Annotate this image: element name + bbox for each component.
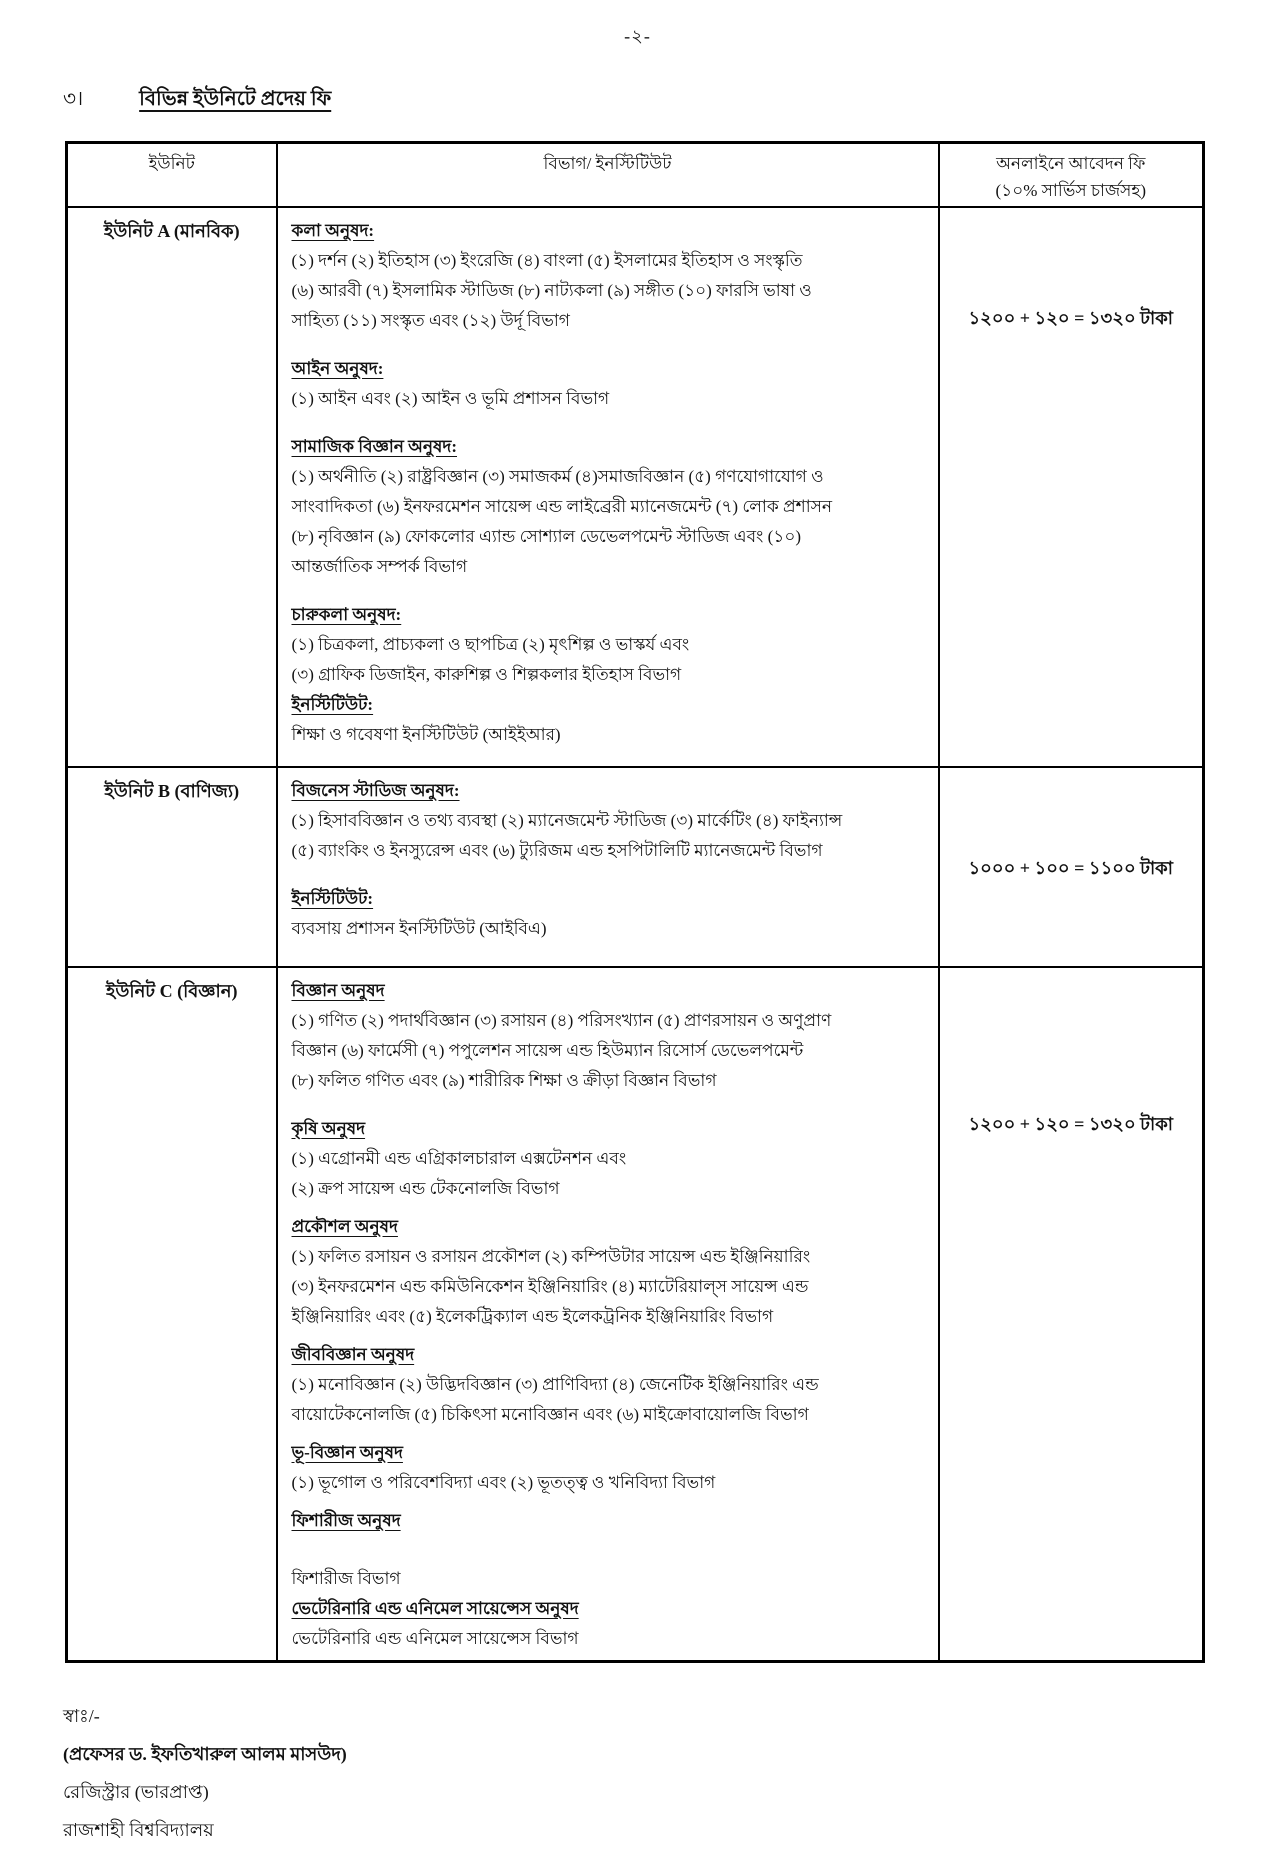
faculty-heading: বিজ্ঞান অনুষদ	[291, 980, 385, 1000]
section-heading	[63, 84, 1212, 117]
faculty-section-geoscience	[292, 1438, 924, 1498]
signatory-name: (প্রফেসর ড. ইফতিখারুল আলম মাসউদ)	[63, 1744, 347, 1764]
institute-heading: ইনস্টিটিউট:	[291, 888, 374, 908]
unit-b-label: ইউনিট B (বাণিজ্য)	[67, 767, 277, 967]
section-number: ৩।	[63, 88, 84, 110]
department-line: (৩) ইনফরমেশন এন্ড কমিউনিকেশন ইঞ্জিনিয়ারিং (৪) ম্যাটেরিয়াল্স সায়েন্স এন্ড	[291, 1276, 809, 1296]
unit-c-fee: ১২০০ + ১২০ = ১৩২০ টাকা	[939, 967, 1204, 1662]
department-line: (১) গণিত (২) পদার্থবিজ্ঞান (৩) রসায়ন (৪) পরিসংখ্যান (৫) প্রাণরসায়ন ও অণুপ্রাণ	[291, 1010, 832, 1030]
faculty-heading: ভূ-বিজ্ঞান অনুষদ	[291, 1442, 403, 1462]
department-line: (৮) ফলিত গণিত এবং (৯) শারীরিক শিক্ষা ও ক্রীড়া বিজ্ঞান বিভাগ	[291, 1070, 717, 1090]
department-line: বিজ্ঞান (৬) ফার্মেসী (৭) পপুলেশন সায়েন্স এন্ড হিউম্যান রিসোর্স ডেভেলপমেন্ট	[291, 1040, 804, 1060]
faculty-heading: বিজনেস স্টাডিজ অনুষদ:	[291, 780, 460, 800]
table-row-unit-a	[67, 207, 1204, 767]
header-fee-line1: অনলাইনে আবেদন ফি	[996, 154, 1146, 173]
unit-b-departments	[277, 767, 939, 967]
table-row-unit-b	[67, 767, 1204, 967]
institute-line: শিক্ষা ও গবেষণা ইনস্টিটিউট (আইইআর)	[291, 724, 561, 744]
department-line: (১) এগ্রোনমী এন্ড এগ্রিকালচারাল এক্সটেনশন এবং	[291, 1148, 627, 1168]
institute-heading: ইনস্টিটিউট:	[291, 694, 374, 714]
department-line: বায়োটেকনোলজি (৫) চিকিৎসা মনোবিজ্ঞান এবং (৬) মাইক্রোবায়োলজি বিভাগ	[291, 1404, 809, 1424]
header-dept: বিভাগ/ ইনস্টিটিউট	[277, 143, 939, 207]
faculty-section-business-studies	[292, 776, 924, 866]
faculty-heading: ভেটেরিনারি এন্ড এনিমেল সায়েন্সেস অনুষদ	[291, 1598, 579, 1618]
department-line: (৩) গ্রাফিক ডিজাইন, কারুশিল্প ও শিল্পকলার ইতিহাস বিভাগ	[291, 664, 682, 684]
faculty-section-law	[292, 354, 924, 414]
faculty-section-agriculture	[292, 1114, 924, 1204]
unit-b-fee: ১০০০ + ১০০ = ১১০০ টাকা	[939, 767, 1204, 967]
faculty-section-fisheries	[292, 1506, 924, 1594]
faculty-heading: আইন অনুষদ:	[291, 358, 384, 378]
faculty-section-engineering	[292, 1212, 924, 1332]
department-line: (১) ফলিত রসায়ন ও রসায়ন প্রকৌশল (২) কম্পিউটার সায়েন্স এন্ড ইঞ্জিনিয়ারিং	[291, 1246, 811, 1266]
faculty-heading: চারুকলা অনুষদ:	[291, 604, 402, 624]
signature-mark: স্বাঃ/-	[63, 1706, 100, 1726]
unit-a-fee: ১২০০ + ১২০ = ১৩২০ টাকা	[939, 207, 1204, 767]
faculty-heading: প্রকৌশল অনুষদ	[291, 1216, 398, 1236]
faculty-section-biology	[292, 1340, 924, 1430]
department-line: (১) মনোবিজ্ঞান (২) উদ্ভিদবিজ্ঞান (৩) প্রাণিবিদ্যা (৪) জেনেটিক ইঞ্জিনিয়ারিং এন্ড	[291, 1374, 819, 1394]
unit-c-departments	[277, 967, 939, 1662]
department-line: ইঞ্জিনিয়ারিং এবং (৫) ইলেকট্রিক্যাল এন্ড ইলেকট্রনিক ইঞ্জিনিয়ারিং বিভাগ	[291, 1306, 774, 1326]
department-line: সাহিত্য (১১) সংস্কৃত এবং (১২) উর্দূ বিভাগ	[291, 310, 570, 330]
unit-a-label: ইউনিট A (মানবিক)	[67, 207, 277, 767]
faculty-section-arts	[292, 216, 924, 336]
department-line: (১) আইন এবং (২) আইন ও ভূমি প্রশাসন বিভাগ	[291, 388, 610, 408]
institute-section	[292, 884, 924, 944]
department-line: সাংবাদিকতা (৬) ইনফরমেশন সায়েন্স এন্ড লাইব্রেরী ম্যানেজমেন্ট (৭) লোক প্রশাসন	[291, 496, 833, 516]
faculty-section-science	[292, 976, 924, 1096]
faculty-heading: কৃষি অনুষদ	[291, 1118, 366, 1138]
header-fee-line2: (১০% সার্ভিস চার্জসহ)	[995, 181, 1146, 200]
department-line: (১) অর্থনীতি (২) রাষ্ট্রবিজ্ঞান (৩) সমাজকর্ম (৪)সমাজবিজ্ঞান (৫) গণযোগাযোগ ও	[291, 466, 824, 486]
signatory-organization: রাজশাহী বিশ্ববিদ্যালয়	[63, 1820, 214, 1840]
faculty-heading: জীববিজ্ঞান অনুষদ	[291, 1344, 415, 1364]
unit-c-label: ইউনিট C (বিজ্ঞান)	[67, 967, 277, 1662]
faculty-heading: সামাজিক বিজ্ঞান অনুষদ:	[291, 436, 458, 456]
table-header-row	[67, 143, 1204, 207]
faculty-section-social-science	[292, 432, 924, 582]
department-line: (২) ক্রপ সায়েন্স এন্ড টেকনোলজি বিভাগ	[291, 1178, 560, 1198]
page-number: -২-	[624, 26, 651, 46]
department-line: (৬) আরবী (৭) ইসলামিক স্টাডিজ (৮) নাট্যকলা (৯) সঙ্গীত (১০) ফারসি ভাষা ও	[291, 280, 812, 300]
department-line: (১) ভূগোল ও পরিবেশবিদ্যা এবং (২) ভূতত্ত্ব ও খনিবিদ্যা বিভাগ	[291, 1472, 716, 1492]
signatory-designation: রেজিস্ট্রার (ভারপ্রাপ্ত)	[63, 1782, 209, 1802]
unit-a-departments	[277, 207, 939, 767]
department-line: (১) হিসাববিজ্ঞান ও তথ্য ব্যবস্থা (২) ম্যানেজমেন্ট স্টাডিজ (৩) মার্কেটিং (৪) ফাইন্যান্স	[291, 810, 843, 830]
faculty-section-veterinary	[292, 1594, 924, 1654]
header-fee	[939, 143, 1204, 207]
department-line: আন্তর্জাতিক সম্পর্ক বিভাগ	[291, 556, 468, 576]
faculty-section-fine-arts	[292, 600, 924, 690]
table-row-unit-c	[67, 967, 1204, 1662]
department-line: ভেটেরিনারি এন্ড এনিমেল সায়েন্সেস বিভাগ	[291, 1628, 579, 1648]
department-line: (৫) ব্যাংকিং ও ইনস্যুরেন্স এবং (৬) ট্যুরিজম এন্ড হসপিটালিটি ম্যানেজমেন্ট বিভাগ	[291, 840, 823, 860]
department-line: (১) চিত্রকলা, প্রাচ্যকলা ও ছাপচিত্র (২) মৃৎশিল্প ও ভাস্কর্য এবং	[291, 634, 690, 654]
section-title: বিভিন্ন ইউনিটে প্রদেয় ফি	[139, 88, 332, 110]
institute-line: ব্যবসায় প্রশাসন ইনস্টিটিউট (আইবিএ)	[291, 918, 547, 938]
department-line: (১) দর্শন (২) ইতিহাস (৩) ইংরেজি (৪) বাংলা (৫) ইসলামের ইতিহাস ও সংস্কৃতি	[291, 250, 803, 270]
department-line: (৮) নৃবিজ্ঞান (৯) ফোকলোর এ্যান্ড সোশ্যাল ডেভেলপমেন্ট স্টাডিজ এবং (১০)	[291, 526, 802, 546]
fee-table	[65, 141, 1205, 1663]
faculty-heading: ফিশারীজ অনুষদ	[291, 1510, 401, 1530]
faculty-heading: কলা অনুষদ:	[291, 220, 375, 240]
header-unit: ইউনিট	[67, 143, 277, 207]
signature-block	[63, 1697, 347, 1849]
department-line: ফিশারীজ বিভাগ	[291, 1568, 401, 1588]
institute-section	[292, 690, 924, 750]
